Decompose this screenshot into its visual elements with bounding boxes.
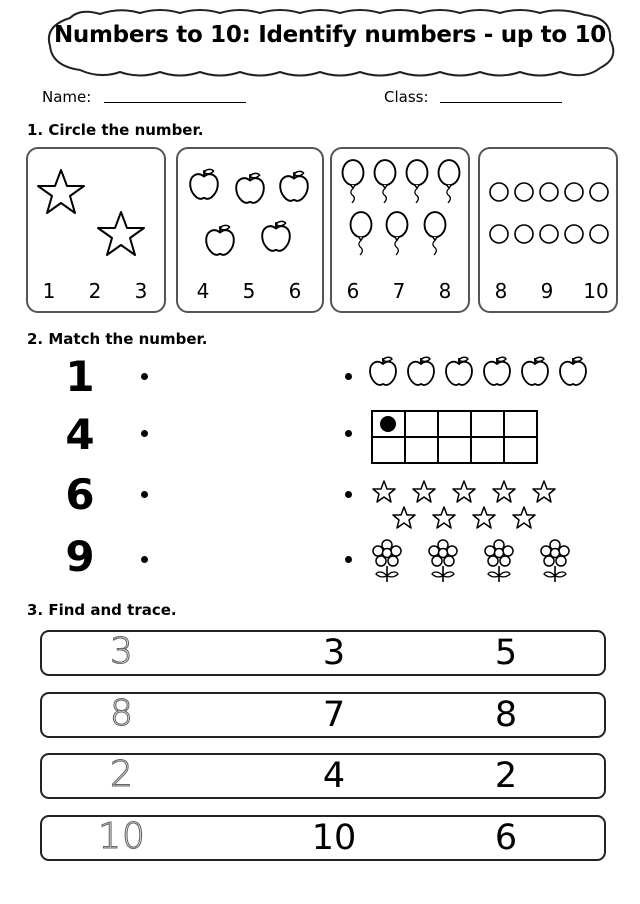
ten-frame xyxy=(371,410,539,465)
trace-number[interactable]: 2 xyxy=(110,754,134,795)
star-icon xyxy=(96,209,146,259)
star-icon xyxy=(512,506,536,530)
option-number[interactable]: 8 xyxy=(438,279,452,303)
star-icon xyxy=(372,480,396,504)
trace-row xyxy=(40,692,606,738)
circle-icon xyxy=(513,223,535,245)
circle-icon xyxy=(488,223,510,245)
flower-icon xyxy=(428,540,458,584)
circle-box-3 xyxy=(330,147,470,313)
section3-heading: 3. Find and trace. xyxy=(27,601,177,619)
star-icon xyxy=(432,506,456,530)
circle-icon xyxy=(538,181,560,203)
balloon-icon xyxy=(422,211,448,257)
option-number[interactable]: 10 xyxy=(583,279,609,303)
circle-box-2 xyxy=(176,147,324,313)
flower-icon xyxy=(540,540,570,584)
find-number[interactable]: 2 xyxy=(494,756,518,796)
star-icon xyxy=(532,480,556,504)
find-number[interactable]: 6 xyxy=(494,818,518,858)
trace-number[interactable]: 8 xyxy=(110,693,134,734)
section2-heading: 2. Match the number. xyxy=(27,330,208,348)
circle-box-4 xyxy=(478,147,618,313)
class-field[interactable] xyxy=(440,102,562,103)
option-number[interactable]: 1 xyxy=(42,279,56,303)
trace-row xyxy=(40,753,606,799)
apple-icon xyxy=(278,169,310,203)
apple-icon xyxy=(204,223,236,257)
option-number[interactable]: 6 xyxy=(288,279,302,303)
match-dot-left[interactable] xyxy=(141,491,148,498)
find-number[interactable]: 5 xyxy=(494,633,518,673)
match-dot-left[interactable] xyxy=(141,430,148,437)
match-dot-left[interactable] xyxy=(141,373,148,380)
apple-icon xyxy=(260,219,292,253)
star-icon xyxy=(36,167,86,217)
trace-row xyxy=(40,630,606,676)
option-number[interactable]: 6 xyxy=(346,279,360,303)
match-number: 1 xyxy=(65,352,95,401)
star-icon xyxy=(492,480,516,504)
balloon-icon xyxy=(372,159,398,205)
circle-icon xyxy=(563,223,585,245)
find-number[interactable]: 4 xyxy=(322,756,346,796)
apple-icon xyxy=(482,354,512,388)
flower-icon xyxy=(372,540,402,584)
match-number: 9 xyxy=(65,532,95,581)
trace-number[interactable]: 10 xyxy=(98,816,146,857)
trace-row xyxy=(40,815,606,861)
star-icon xyxy=(472,506,496,530)
match-number: 4 xyxy=(65,410,95,459)
apple-icon xyxy=(234,171,266,205)
apple-icon xyxy=(558,354,588,388)
balloon-icon xyxy=(348,211,374,257)
balloon-icon xyxy=(340,159,366,205)
circle-icon xyxy=(588,181,610,203)
match-dot-right[interactable] xyxy=(345,430,352,437)
match-number: 6 xyxy=(65,470,95,519)
circle-icon xyxy=(488,181,510,203)
match-dot-right[interactable] xyxy=(345,373,352,380)
option-number[interactable]: 4 xyxy=(196,279,210,303)
find-number[interactable]: 3 xyxy=(322,633,346,673)
match-dot-left[interactable] xyxy=(141,556,148,563)
option-number[interactable]: 5 xyxy=(242,279,256,303)
circle-icon xyxy=(538,223,560,245)
option-number[interactable]: 9 xyxy=(540,279,554,303)
star-icon xyxy=(392,506,416,530)
balloon-icon xyxy=(436,159,462,205)
star-icon xyxy=(452,480,476,504)
circle-icon xyxy=(513,181,535,203)
circle-icon xyxy=(563,181,585,203)
class-label: Class: xyxy=(384,88,429,106)
balloon-icon xyxy=(404,159,430,205)
counter-dot xyxy=(380,416,396,432)
name-field[interactable] xyxy=(104,102,246,103)
find-number[interactable]: 8 xyxy=(494,695,518,735)
apple-icon xyxy=(188,167,220,201)
page-title: Numbers to 10: Identify numbers - up to 10 xyxy=(53,22,606,48)
option-number[interactable]: 3 xyxy=(134,279,148,303)
star-icon xyxy=(412,480,436,504)
apple-icon xyxy=(444,354,474,388)
name-label: Name: xyxy=(42,88,92,106)
option-number[interactable]: 2 xyxy=(88,279,102,303)
option-number[interactable]: 8 xyxy=(494,279,508,303)
match-dot-right[interactable] xyxy=(345,491,352,498)
balloon-icon xyxy=(384,211,410,257)
flower-icon xyxy=(484,540,514,584)
find-number[interactable]: 7 xyxy=(322,695,346,735)
circle-box-1 xyxy=(26,147,166,313)
apple-icon xyxy=(406,354,436,388)
apple-icon xyxy=(520,354,550,388)
option-number[interactable]: 7 xyxy=(392,279,406,303)
trace-number[interactable]: 3 xyxy=(110,631,134,672)
circle-icon xyxy=(588,223,610,245)
apple-icon xyxy=(368,354,398,388)
match-dot-right[interactable] xyxy=(345,556,352,563)
section1-heading: 1. Circle the number. xyxy=(27,121,204,139)
find-number[interactable]: 10 xyxy=(311,818,357,858)
